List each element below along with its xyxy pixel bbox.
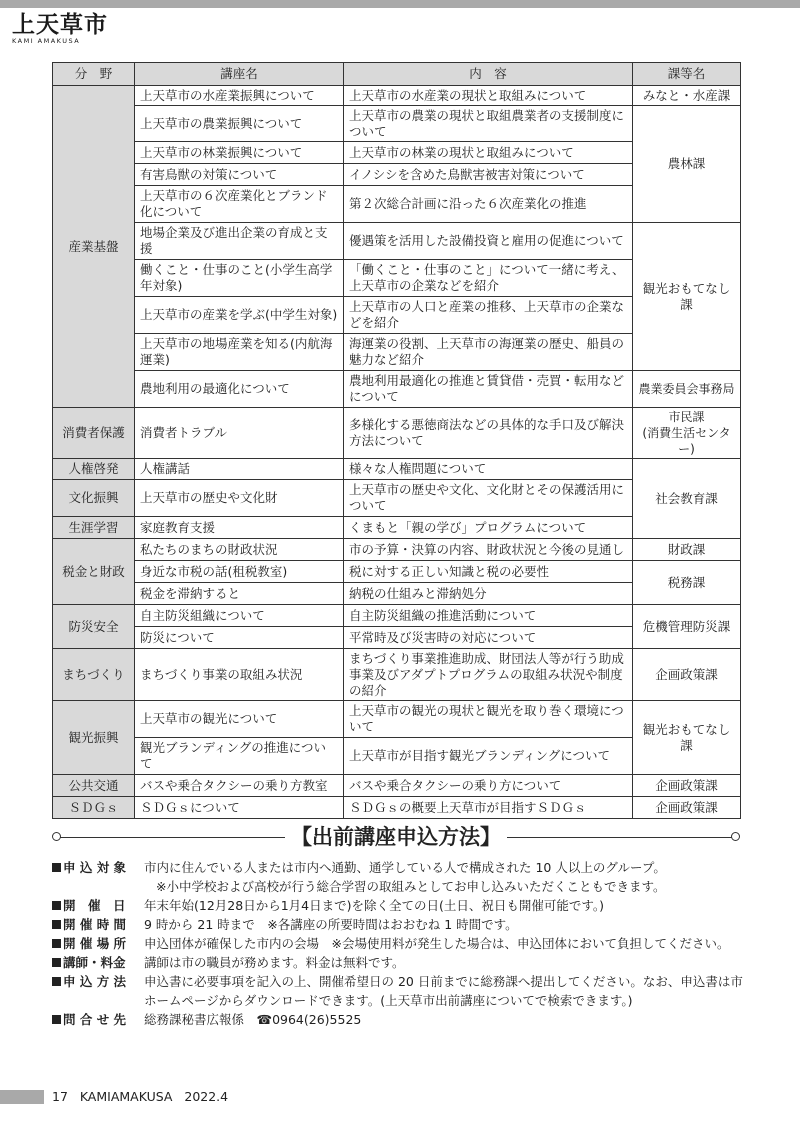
info-note: ※小中学校および高校が行う総合学習の取組みとしてお申し込みいただくこともできます。 [156,879,666,894]
course-cell: 上天草市の観光について [135,701,344,738]
department-cell: 農業委員会事務局 [633,371,741,408]
content-cell: 多様化する悪徳商法などの具体的な手口及び解決方法について [344,408,633,459]
table-row [53,539,741,561]
square-bullet-icon [52,977,61,986]
info-label: 開 催 時 間 [63,917,127,932]
category-cell: 税金と財政 [53,539,135,605]
square-bullet-icon [52,920,61,929]
course-cell: 人権講話 [135,459,344,480]
department-cell: 企画政策課 [633,797,741,819]
course-cell: 自主防災組織について [135,605,344,627]
course-cell: 上天草市の地場産業を知る(内航海運業) [135,334,344,371]
content-cell: バスや乗合タクシーの乗り方について [344,775,633,797]
table-row [53,775,741,797]
content-cell: まちづくり事業推進助成、財団法人等が行う助成事業及びアダプトプログラムの取組み状況や制度の紹介 [344,649,633,701]
table-header-row [53,63,741,86]
info-row [52,934,752,953]
content-cell: 平常時及び災害時の対応について [344,627,633,649]
department-cell: 観光おもてなし課 [633,223,741,371]
square-bullet-icon [52,958,61,967]
content-cell: 税に対する正しい知識と税の必要性 [344,561,633,583]
info-text: 市内に住んでいる人または市内へ通勤、通学している人で構成された 10 人以上のグループ。 [144,860,666,875]
header-field: 分 野 [53,63,135,86]
table-row [53,371,741,408]
course-cell: 上天草市の水産業振興について [135,86,344,106]
logo [12,12,122,50]
info-row [52,915,752,934]
department-cell: 企画政策課 [633,649,741,701]
course-cell: 有害鳥獣の対策について [135,164,344,186]
course-cell: 防災について [135,627,344,649]
magazine-name: KAMIAMAKUSA [79,1089,173,1104]
logo-roman: KAMI AMAKUSA [12,37,81,45]
category-cell: 公共交通 [53,775,135,797]
footer-bar [0,1090,44,1104]
course-cell: 働くこと・仕事のこと(小学生高学年対象) [135,260,344,297]
category-cell: 産業基盤 [53,86,135,408]
info-text: 年末年始(12月28日から1月4日まで)を除く全ての日(土日、祝日も開催可能です。) [144,898,604,913]
logo-kanji: 上天草市 [12,12,108,38]
department-cell: みなと・水産課 [633,86,741,106]
content-cell: 上天草市の水産業の現状と取組みについて [344,86,633,106]
category-cell: ＳＤＧｓ [53,797,135,819]
department-cell: 危機管理防災課 [633,605,741,649]
category-cell: 消費者保護 [53,408,135,459]
table-row [53,701,741,738]
info-text: 9 時から 21 時まで ※各講座の所要時間はおおむね 1 時間です。 [144,917,518,932]
category-cell: 観光振興 [53,701,135,775]
content-cell: 上天草市の観光の現状と観光を取り巻く環境について [344,701,633,738]
course-cell: 家庭教育支援 [135,517,344,539]
course-cell: ＳＤＧｓについて [135,797,344,819]
info-label: 問 合 せ 先 [63,1012,127,1027]
content-cell: くまもと「親の学び」プログラムについて [344,517,633,539]
issue-date: 2022.4 [184,1089,229,1104]
page-number: 17 [52,1089,68,1104]
square-bullet-icon [52,901,61,910]
lecture-table [52,62,741,819]
course-cell: まちづくり事業の取組み状況 [135,649,344,701]
info-text: 総務課秘書広報係 ☎0964(26)5525 [144,1012,362,1027]
department-name: 市民課 [668,410,705,424]
table-row [53,408,741,459]
table-row [53,605,741,627]
content-cell: 農地利用最適化の推進と賃貸借・売買・転用などについて [344,371,633,408]
table-row [53,223,741,260]
page-footer [52,1088,228,1106]
square-bullet-icon [52,863,61,872]
department-cell: 財政課 [633,539,741,561]
content-cell: 様々な人権問題について [344,459,633,480]
category-cell: 文化振興 [53,480,135,517]
info-row [52,1010,752,1029]
department-cell [633,408,741,459]
course-cell: 上天草市の農業振興について [135,106,344,142]
content-cell: 優遇策を活用した設備投資と雇用の促進について [344,223,633,260]
section-title: 【出前講座申込方法】 [285,825,507,849]
header-content: 内 容 [344,63,633,86]
content-cell: 上天草市が目指す観光ブランディングについて [344,738,633,775]
table-row [53,86,741,106]
course-cell: バスや乗合タクシーの乗り方教室 [135,775,344,797]
info-label: 申 込 対 象 [63,860,127,875]
content-cell: 第２次総合計画に沿った６次産業化の推進 [344,186,633,223]
content-cell: 上天草市の歴史や文化、文化財とその保護活用について [344,480,633,517]
department-cell: 税務課 [633,561,741,605]
info-row [52,896,752,915]
department-subname: (消費生活センター) [642,426,731,456]
course-cell: 上天草市の歴史や文化財 [135,480,344,517]
course-cell: 身近な市税の話(租税教室) [135,561,344,583]
course-cell: 上天草市の６次産業化とブランド化について [135,186,344,223]
content-cell: 海運業の役割、上天草市の海運業の歴史、船員の魅力など紹介 [344,334,633,371]
category-cell: 生涯学習 [53,517,135,539]
header-department: 課等名 [633,63,741,86]
course-cell: 私たちのまちの財政状況 [135,539,344,561]
top-bar [0,0,800,8]
table-row [53,459,741,480]
section-heading [52,822,740,852]
course-cell: 上天草市の産業を学ぶ(中学生対象) [135,297,344,334]
info-text: 申込書に必要事項を記入の上、開催希望日の 20 日前までに総務課へ提出してください。なお、申込書は市ホームページからダウンロードできます。(上天草市出前講座についてで検索できます。) [144,974,743,1008]
category-cell: 人権啓発 [53,459,135,480]
info-row [52,858,752,896]
table-row [53,797,741,819]
square-bullet-icon [52,939,61,948]
content-cell: 上天草市の人口と産業の推移、上天草市の企業などを紹介 [344,297,633,334]
info-label: 開 催 日 [63,898,126,913]
course-cell: 観光ブランディングの推進について [135,738,344,775]
info-text: 申込団体が確保した市内の会場 ※会場使用料が発生した場合は、申込団体において負担してください。 [144,936,730,951]
course-cell: 税金を滞納すると [135,583,344,605]
department-cell: 農林課 [633,106,741,223]
category-cell: 防災安全 [53,605,135,649]
content-cell: ＳＤＧｓの概要上天草市が目指すＳＤＧｓ [344,797,633,819]
square-bullet-icon [52,1015,61,1024]
content-cell: 自主防災組織の推進活動について [344,605,633,627]
header-course: 講座名 [135,63,344,86]
course-cell: 上天草市の林業振興について [135,142,344,164]
table-row [53,106,741,142]
content-cell: 上天草市の林業の現状と取組みについて [344,142,633,164]
content-cell: イノシシを含めた鳥獣害被害対策について [344,164,633,186]
content-cell: 「働くこと・仕事のこと」について一緒に考え、上天草市の企業などを紹介 [344,260,633,297]
table-row [53,649,741,701]
course-cell: 農地利用の最適化について [135,371,344,408]
department-cell: 社会教育課 [633,459,741,539]
department-cell: 観光おもてなし課 [633,701,741,775]
info-label: 講師・料金 [63,955,126,970]
application-info [52,858,752,1029]
info-row [52,953,752,972]
info-label: 申 込 方 法 [63,974,127,989]
category-cell: まちづくり [53,649,135,701]
content-cell: 上天草市の農業の現状と取組農業者の支援制度について [344,106,633,142]
department-cell: 企画政策課 [633,775,741,797]
content-cell: 納税の仕組みと滞納処分 [344,583,633,605]
content-cell: 市の予算・決算の内容、財政状況と今後の見通し [344,539,633,561]
table-row [53,561,741,583]
info-text: 講師は市の職員が務めます。料金は無料です。 [144,955,405,970]
info-label: 開 催 場 所 [63,936,127,951]
course-cell: 消費者トラブル [135,408,344,459]
course-cell: 地場企業及び進出企業の育成と支援 [135,223,344,260]
info-row [52,972,752,1010]
